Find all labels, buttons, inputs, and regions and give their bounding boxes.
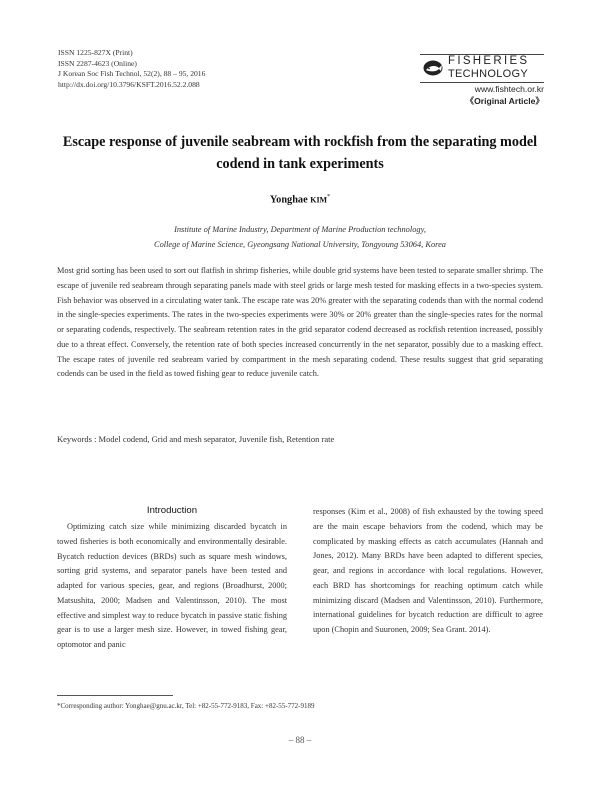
journal-url[interactable]: www.fishtech.or.kr xyxy=(474,84,544,94)
paper-title: Escape response of juvenile seabream with rockfish from the separating model codend in tank experiments xyxy=(62,134,538,172)
doi-link[interactable]: http://dx.doi.org/10.3796/KSFT.2016.52.2.088 xyxy=(58,79,200,89)
article-type: 《Original Article》 xyxy=(465,96,544,106)
author-line xyxy=(0,194,600,205)
corresponding-mark: * xyxy=(327,194,331,200)
logo-bottom-rule xyxy=(420,82,544,83)
journal-citation: J Korean Soc Fish Technol, 52(2), 88 – 95, 2016 xyxy=(58,69,206,79)
fish-icon xyxy=(422,59,444,77)
footnote-divider xyxy=(57,695,173,696)
keywords: Keywords : Model codend, Grid and mesh separator, Juvenile fish, Retention rate xyxy=(57,434,335,444)
affiliation xyxy=(0,222,600,252)
logo-line-fisheries: FISHERIES xyxy=(448,55,530,67)
corresponding-author-footnote: *Corresponding author: Yonghae@gnu.ac.kr, Tel: +82-55-772-9183, Fax: +82-55-772-9189 xyxy=(57,702,315,710)
affiliation-line-2: College of Marine Science, Gyeongsang National University, Tongyoung 53064, Korea xyxy=(153,240,446,249)
logo-line-technology: TECHNOLOGY xyxy=(448,68,529,80)
abstract: Most grid sorting has been used to sort out flatfish in shrimp fisheries, while double grid systems have been tested to separate smaller shrimp. The escape of juvenile red seabream through separating panels made with steel grids or large mesh tested for masking effects in a two-species system. Fish behavior was observed in a circulating water tank. The escape rate was 20% greater with the separating codends than with the normal codend in the single-species experiments. The rates in the two-species experiments were 30% or 20% greater than the single-species rates for the normal or separating codends, respectively. The seabream retention rates in the grid separator codend decreased as rockfish retention increased, possibly due to a threat effect. Conversely, the retention rate of both species increased concurrently in the net separator, possibly due to a masking effect. The escape rates of juvenile red seabream varied by compartment in the mesh separating codend. These results suggest that grid separating codends can be used in the field as towed fishing gear to reduce juvenile catch. xyxy=(57,266,543,379)
page-number: – 88 – xyxy=(288,735,312,745)
author-family-name: KIM xyxy=(310,195,328,205)
author-given-name: Yonghae xyxy=(269,194,308,206)
journal-metadata xyxy=(58,48,205,90)
intro-column-left: Optimizing catch size while minimizing discarded bycatch in towed fisheries is both economically and environmentally desirable. Bycatch reduction devices (BRDs) such as square mesh windows, sorting grid systems, and separator panels have been tested and adapted for various species, gear, and regions (Broadhurst, 2000; Matsushita, 2000; Madsen and Valentinsson, 2010). The most effective and simplest way to reduce bycatch in passive static fishing gear is to use a larger mesh size. However, in towed fishing gear, optomotor and panic xyxy=(57,522,287,649)
section-heading-introduction: Introduction xyxy=(146,505,198,516)
journal-logo xyxy=(420,54,544,106)
issn-print: ISSN 1225-827X (Print) xyxy=(58,48,133,57)
affiliation-line-1: Institute of Marine Industry, Department of Marine Production technology, xyxy=(174,225,426,234)
issn-online: ISSN 2287-4623 (Online) xyxy=(58,58,137,68)
intro-column-right: responses (Kim et al., 2008) of fish exhausted by the towing speed are the main escape behaviors from the codend, which may be complicated by masking effects as catch accumulates (Hannah and Jones, 2012). Many BRDs have been adapted to different species, gear, and regions in accordance with local regulations. However, each BRD has shortcomings for reaching optimum catch while minimizing discard (Madsen and Valentinsson, 2010). Furthermore, international guidelines for bycatch reduction are difficult to agree upon (Chopin and Suuronen, 2009; Sea Grant. 2014). xyxy=(313,507,543,634)
